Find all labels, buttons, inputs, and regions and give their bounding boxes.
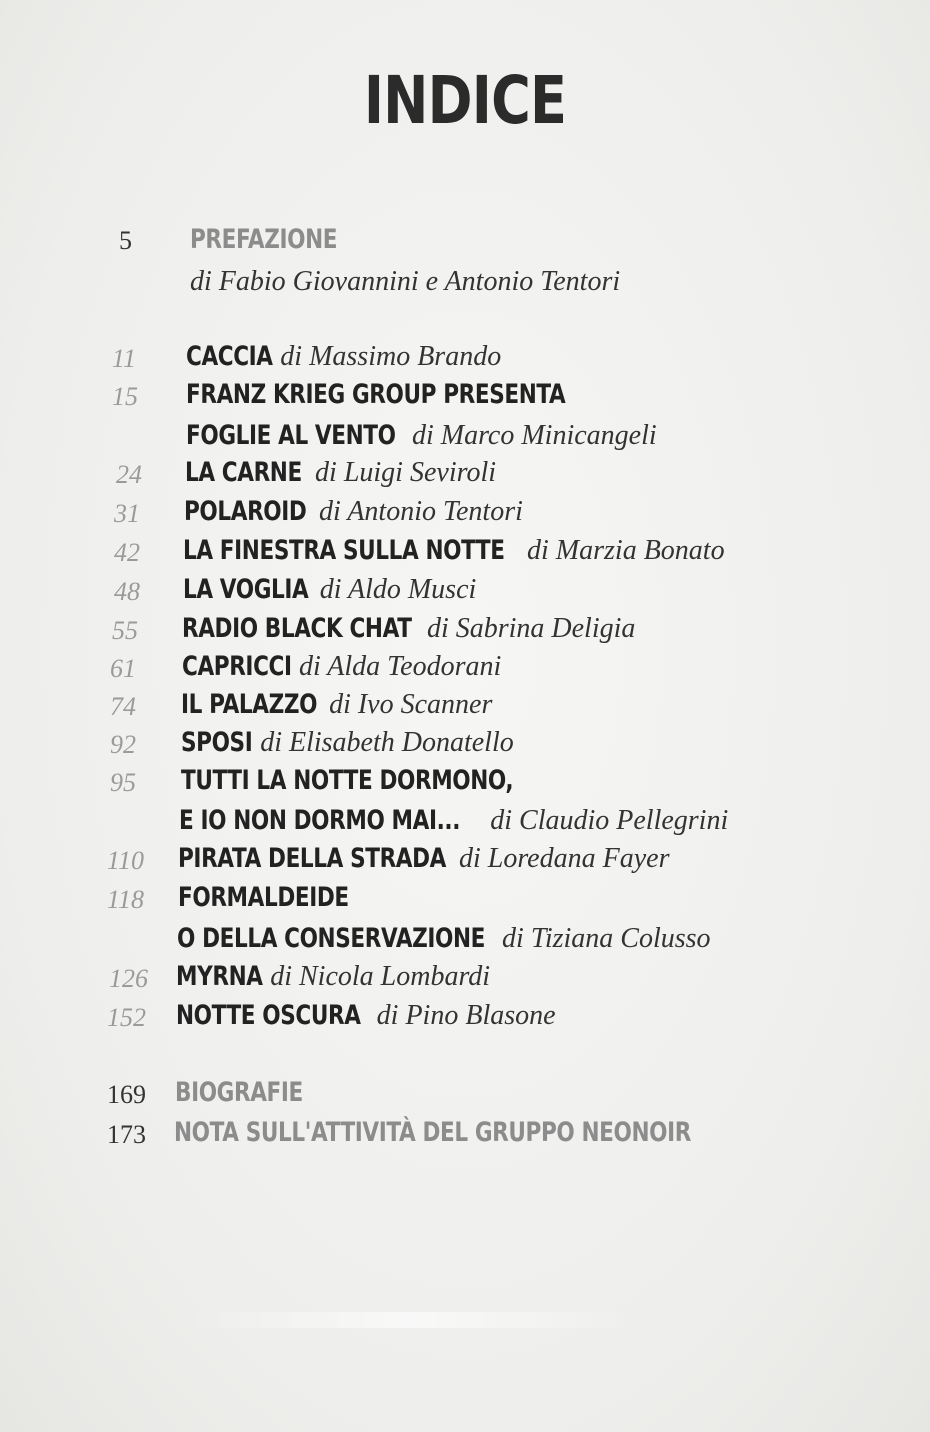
- toc-entry: [185, 457, 496, 489]
- toc-entry-biografie: [175, 1077, 335, 1108]
- toc-author: di Sabrina Deligia: [426, 613, 636, 644]
- toc-entry: [182, 651, 501, 683]
- toc-page-number: 11: [111, 344, 136, 373]
- toc-page-number: 118: [106, 885, 144, 914]
- toc-title: LA VOGLIA: [183, 574, 309, 605]
- page-title: INDICE: [363, 62, 567, 139]
- toc-entry-author: [182, 266, 620, 298]
- toc-page-number: 173: [107, 1120, 146, 1149]
- toc-entry-prefazione: [190, 224, 374, 255]
- toc-page-number: 48: [114, 577, 140, 606]
- toc-entry: [181, 765, 596, 796]
- toc-title: NOTA SULL'ATTIVITÀ DEL GRUPPO NEONOIR: [174, 1117, 691, 1148]
- toc-page-number: 126: [109, 964, 148, 993]
- toc-title: POLAROID: [184, 496, 307, 527]
- toc-author: di Fabio Giovannini e Antonio Tentori: [190, 266, 621, 297]
- toc-page-number: 95: [110, 768, 136, 797]
- toc-title: RADIO BLACK CHAT: [182, 613, 412, 644]
- toc-title: IL PALAZZO: [181, 689, 318, 720]
- toc-title: PREFAZIONE: [190, 224, 338, 255]
- toc-author: di Loredana Fayer: [458, 843, 670, 874]
- toc-title: O DELLA CONSERVAZIONE: [177, 923, 486, 954]
- toc-author: di Pino Blasone: [376, 1000, 556, 1031]
- toc-page-number: 55: [112, 616, 138, 645]
- toc-entry: [186, 379, 660, 410]
- toc-page-number: 31: [114, 499, 140, 528]
- toc-title: CACCIA: [186, 341, 273, 372]
- toc-entry: [176, 1000, 556, 1032]
- toc-page-number: 92: [110, 730, 136, 759]
- toc-page-number: 169: [107, 1080, 146, 1109]
- toc-entry: [181, 689, 492, 721]
- toc-entry: [176, 961, 490, 993]
- toc-entry: [177, 923, 711, 955]
- toc-entry: [178, 882, 391, 913]
- toc-author: di Claudio Pellegrini: [490, 805, 729, 836]
- toc-entry: [186, 341, 501, 373]
- toc-title: MYRNA: [176, 961, 263, 992]
- toc-page-number: 5: [119, 226, 132, 255]
- toc-title: FRANZ KRIEG GROUP PRESENTA: [186, 379, 566, 410]
- toc-author: di Marzia Bonato: [527, 535, 725, 566]
- toc-page-number: 74: [110, 692, 136, 721]
- toc-page-number: 61: [110, 654, 136, 683]
- toc-page-number: 42: [114, 538, 140, 567]
- toc-title: NOTTE OSCURA: [176, 1000, 361, 1031]
- toc-page-number: 110: [106, 846, 144, 875]
- toc-entry: [183, 574, 476, 606]
- toc-page-number: 15: [112, 382, 138, 411]
- toc-title: BIOGRAFIE: [175, 1077, 303, 1108]
- toc-entry: [183, 535, 725, 567]
- toc-author: di Luigi Seviroli: [315, 457, 497, 488]
- toc-title: FORMALDEIDE: [178, 882, 349, 913]
- toc-title: LA CARNE: [185, 457, 302, 488]
- toc-title: PIRATA DELLA STRADA: [178, 843, 446, 874]
- toc-entry: [181, 727, 514, 759]
- toc-author: di Aldo Musci: [319, 574, 477, 605]
- toc-author: di Ivo Scanner: [329, 689, 493, 720]
- toc-entry: [184, 496, 523, 528]
- toc-title: SPOSI: [181, 727, 253, 758]
- toc-title: CAPRICCI: [182, 651, 292, 682]
- toc-author: di Marco Minicangeli: [411, 420, 657, 451]
- toc-title: TUTTI LA NOTTE DORMONO,: [181, 765, 514, 796]
- toc-title: FOGLIE AL VENTO: [186, 420, 396, 451]
- toc-author: di Elisabeth Donatello: [260, 727, 514, 758]
- toc-entry: [178, 843, 669, 875]
- toc-author: di Antonio Tentori: [319, 496, 523, 527]
- toc-title: E IO NON DORMO MAI...: [179, 805, 460, 836]
- toc-title: LA FINESTRA SULLA NOTTE: [183, 535, 505, 566]
- toc-entry-nota: [174, 1117, 820, 1148]
- toc-page-number: 152: [107, 1003, 146, 1032]
- toc-author: di Massimo Brando: [280, 341, 502, 372]
- toc-entry: [186, 420, 657, 452]
- toc-author: di Tiziana Colusso: [502, 923, 711, 954]
- toc-author: di Alda Teodorani: [299, 651, 502, 682]
- toc-author: di Nicola Lombardi: [270, 961, 491, 992]
- toc-page-number: 24: [116, 460, 142, 489]
- print-smudge: [185, 1312, 635, 1328]
- toc-entry: [182, 613, 635, 645]
- toc-entry: [179, 805, 728, 837]
